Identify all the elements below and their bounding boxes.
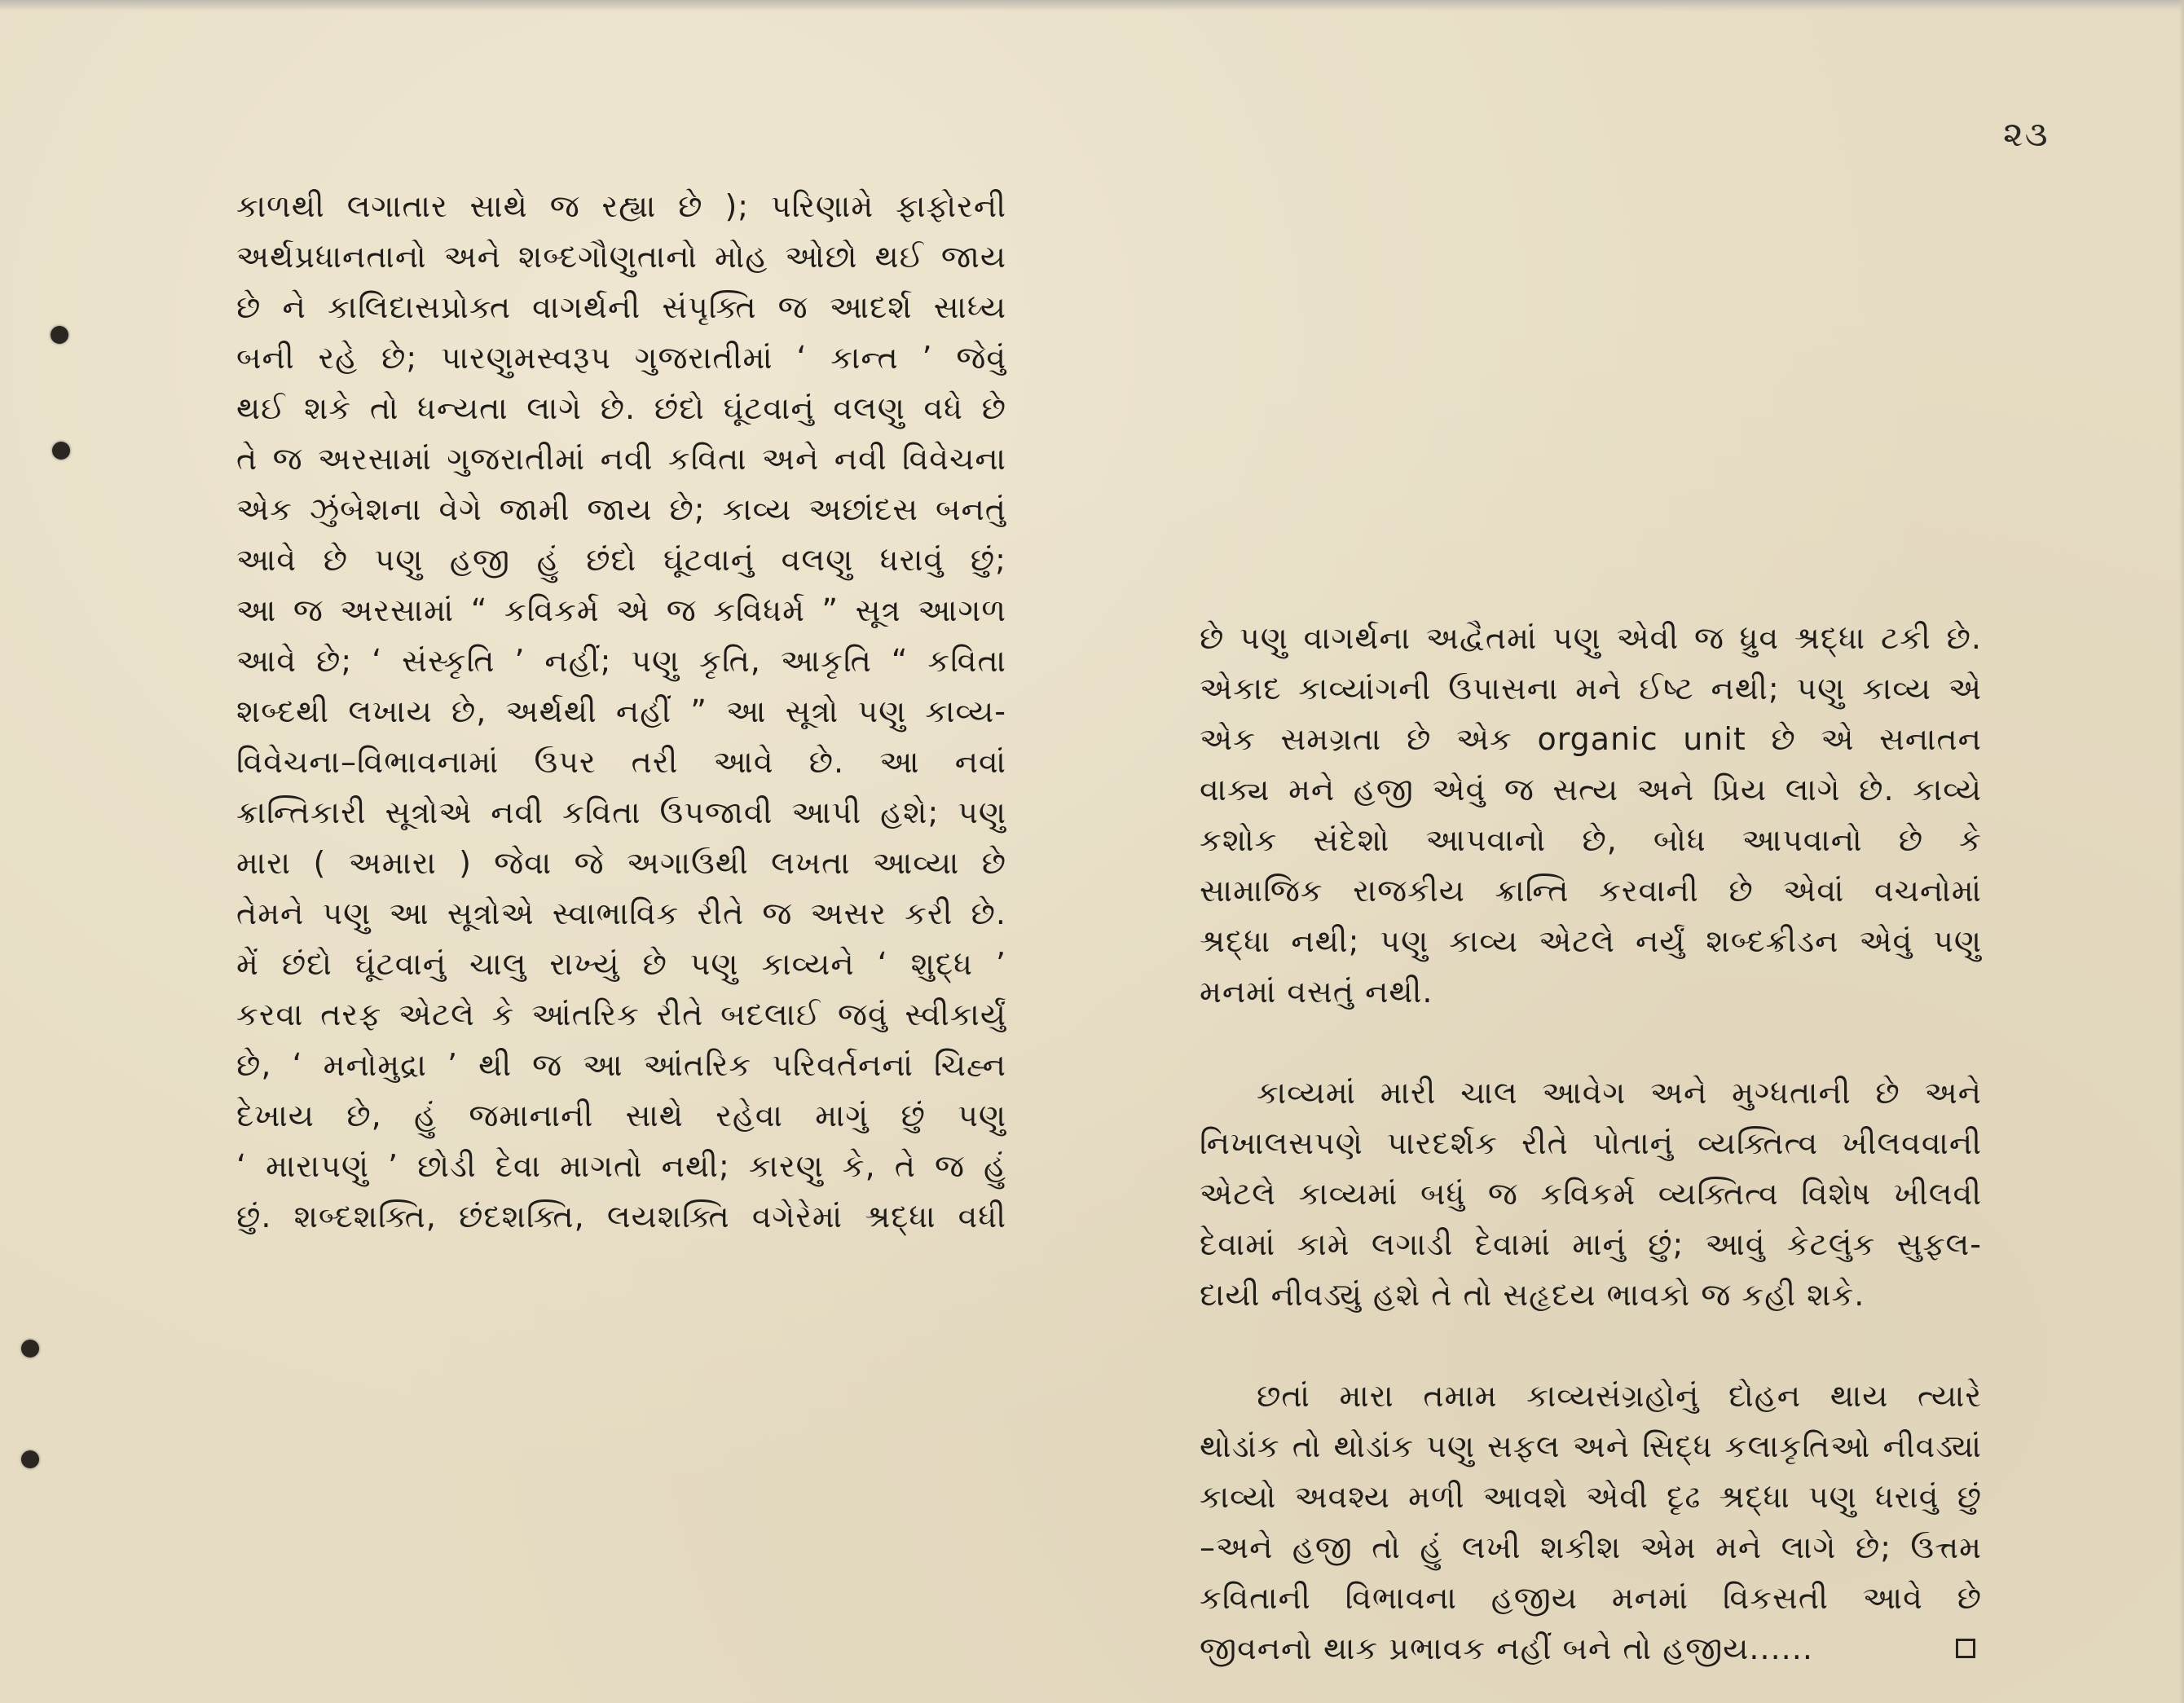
text-line: છે, ‘ મનોમુદ્રા ’ થી જ આ આંતરિક પરિવર્તનનાં ચિહ્ન: [236, 1047, 1006, 1083]
text-line: છું. શબ્દશક્તિ, છંદશક્તિ, લયશક્તિ વગેરેમાં શ્રદ્ધા વધી: [236, 1199, 1006, 1234]
page-right-edge: [2179, 0, 2184, 1703]
text-line: આવે છે; ‘ સંસ્કૃતિ ’ નહીં; પણુ કૃતિ, આકૃતિ “ કવિતા: [236, 643, 1006, 679]
text-line: છતાં મારા તમામ કાવ્યસંગ્રહોનું દોહન થાય ત્યારે: [1257, 1378, 1982, 1414]
text-line: કાવ્યમાં મારી ચાલ આવેગ અને મુગ્ધતાની છે અને: [1257, 1075, 1982, 1111]
paragraph-2: [1200, 1067, 1982, 1320]
text-line: મારા ( અમારા ) જેવા જે અગાઉથી લખતા આવ્યા છે: [236, 845, 1006, 881]
text-line: તે જ અરસામાં ગુજરાતીમાં નવી કવિતા અને નવી વિવેચના: [236, 441, 1006, 477]
text-line: કરવા તરફ એટલે કે આંતરિક રીતે બદલાઈ જવું સ્વીકાર્યું: [236, 997, 1006, 1032]
text-line: એક ઝુંબેશના વેગે જામી જાય છે; કાવ્ય અછાંદસ બનતું: [236, 491, 1006, 527]
text-line: એક સમગ્રતા છે એક organic unit છે એ સનાતન: [1200, 721, 1982, 757]
paragraph-gap: [1200, 1017, 1982, 1067]
text-line: શબ્દથી લખાય છે, અર્થથી નહીં ” આ સૂત્રો પણુ કાવ્ય-: [236, 693, 1006, 729]
text-line: દેવામાં કામે લગાડી દેવામાં માનું છું; આવું કેટલુંક સુફલ-: [1200, 1226, 1982, 1262]
text-line: ક્રાન્તિકારી સૂત્રોએ નવી કવિતા ઉપજાવી આપી હશે; પણુ: [236, 794, 1006, 830]
text-line: મનમાં વસતું નથી.: [1200, 974, 1433, 1010]
text-line: થોડાંક તો થોડાંક પણુ સફલ અને સિદ્ધ કલાકૃતિઓ નીવડ્યાં: [1200, 1428, 1982, 1464]
end-of-text-box-icon: [1956, 1639, 1975, 1658]
text-line: મેં છંદો ઘૂંટવાનું ચાલુ રાખ્યું છે પણુ કાવ્યને ‘ શુદ્ધ ’: [236, 946, 1006, 982]
text-line: સામાજિક રાજકીય ક્રાન્તિ કરવાની છે એવાં વચનોમાં: [1200, 873, 1982, 909]
text-line: છે ને કાલિદાસપ્રોક્ત વાગર્થની સંપૃક્તિ જ આદર્શ સાધ્ય: [236, 289, 1006, 325]
text-line: કવિતાની વિભાવના હજીય મનમાં વિકસતી આવે છે: [1200, 1580, 1982, 1616]
text-line: ‘ મારાપણું ’ છોડી દેવા માગતો નથી; કારણુ કે, તે જ હું: [236, 1148, 1006, 1184]
text-line: વિવેચના–વિભાવનામાં ઉપર તરી આવે છે. આ નવાં: [236, 744, 1006, 780]
text-line: વાક્ય મને હજી એવું જ સત્ય અને પ્રિય લાગે છે. કાવ્યે: [1200, 772, 1982, 807]
binding-hole: [21, 1450, 39, 1468]
text-line: કાવ્યો અવશ્ય મળી આવશે એવી દૃઢ શ્રદ્ધા પણુ ધરાવું છું: [1200, 1479, 1982, 1515]
text-line: દેખાય છે, હું જમાનાની સાથે રહેવા માગું છું પણુ: [236, 1098, 1006, 1133]
text-line: બની રહે છે; પારણુમસ્વરૂપ ગુજરાતીમાં ‘ કાન્ત ’ જેવું: [236, 340, 1006, 376]
text-line: તેમને પણુ આ સૂત્રોએ સ્વાભાવિક રીતે જ અસર કરી છે.: [236, 896, 1006, 931]
text-line: છે પણુ વાગર્થના અદ્વૈતમાં પણુ એવી જ ધ્રુવ શ્રદ્ધા ટકી છે.: [1200, 620, 1982, 656]
text-line: કાળથી લગાતાર સાથે જ રહ્યા છે ); પરિણામે ફાફોરની: [236, 188, 1006, 224]
page-top-edge: [0, 0, 2184, 11]
paragraph-3: [1200, 1371, 1982, 1674]
text-line: શ્રદ્ધા નથી; પણુ કાવ્ય એટલે નર્યું શબ્દક્રીડન એવું પણુ: [1200, 923, 1982, 959]
text-line: દાયી નીવડ્યું હશે તે તો સહૃદય ભાવકો જ કહી શકે.: [1200, 1277, 1865, 1313]
paragraph-gap: [1200, 1320, 1982, 1371]
text-line: જીવનનો થાક પ્રભાવક નહીં બને તો હજીય......: [1200, 1630, 1813, 1666]
text-line: થઈ શકે તો ધન્યતા લાગે છે. છંદો ઘૂંટવાનું વલણુ વધે છે: [236, 390, 1006, 426]
left-text-column: [236, 181, 1006, 1242]
binding-hole: [52, 442, 70, 460]
page-number: ૨૩: [2003, 114, 2050, 154]
text-line: આવે છે પણુ હજી હું છંદો ઘૂંટવાનું વલણુ ધરાવું છું;: [236, 542, 1006, 578]
binding-hole: [51, 326, 68, 344]
final-line-row: [1200, 1623, 1982, 1674]
text-line: એકાદ કાવ્યાંગની ઉપાસના મને ઈષ્ટ નથી; પણુ કાવ્ય એ: [1200, 671, 1982, 706]
text-line: –અને હજી તો હું લખી શકીશ એમ મને લાગે છે; ઉત્તમ: [1200, 1529, 1982, 1565]
binding-hole: [21, 1340, 39, 1358]
text-line: આ જ અરસામાં “ કવિકર્મ એ જ કવિધર્મ ” સૂત્ર આગળ: [236, 592, 1006, 628]
text-line: નિખાલસપણે પારદર્શક રીતે પોતાનું વ્યક્તિત્વ ખીલવવાની: [1200, 1125, 1982, 1161]
text-line: કશોક સંદેશો આપવાનો છે, બોધ આપવાનો છે કે: [1200, 822, 1982, 858]
right-text-column: [1200, 613, 1982, 1674]
paragraph-1: [1200, 613, 1982, 1017]
text-line: અર્થપ્રધાનતાનો અને શબ્દગૌણુતાનો મોહ ઓછો થઈ જાય: [236, 239, 1006, 275]
text-line: એટલે કાવ્યમાં બધું જ કવિકર્મ વ્યક્તિત્વ વિશેષ ખીલવી: [1200, 1176, 1982, 1212]
